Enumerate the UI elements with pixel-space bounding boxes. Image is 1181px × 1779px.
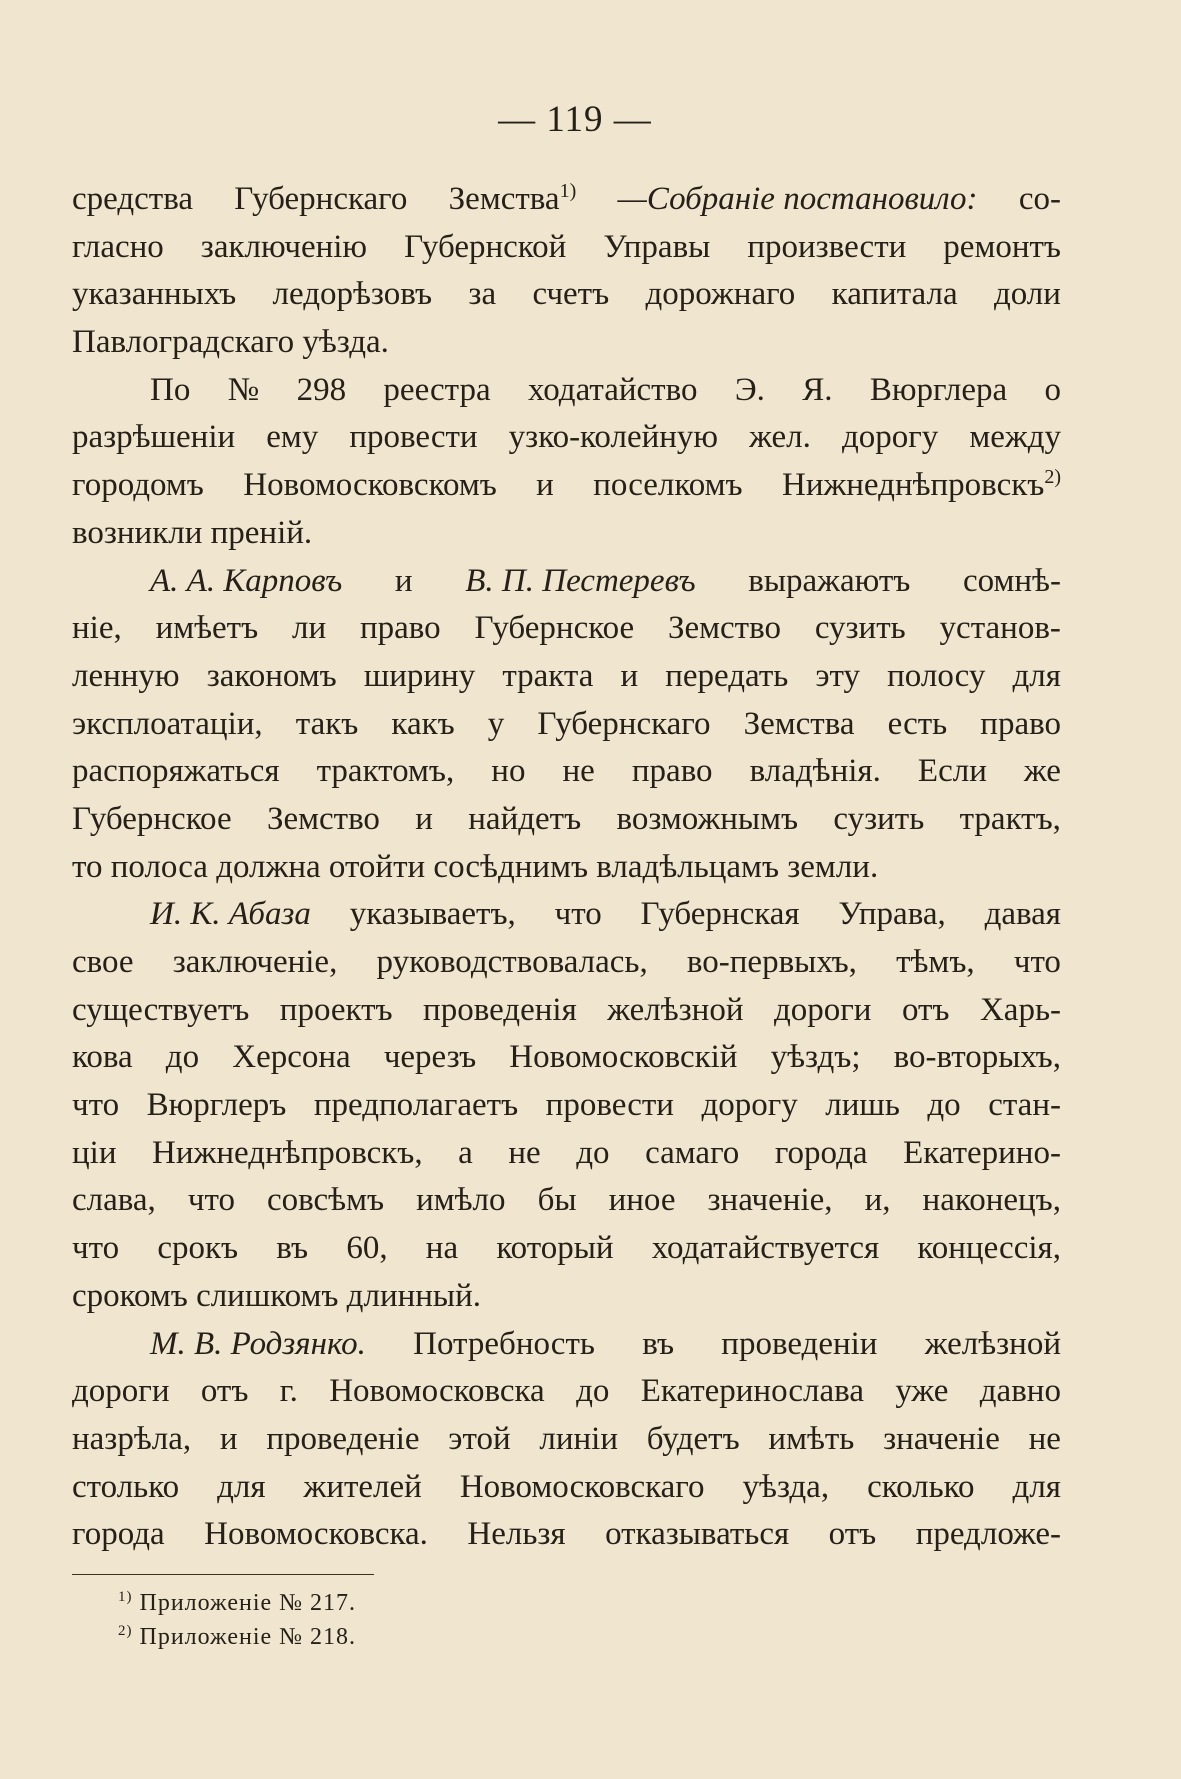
word: распоряжаться [72, 753, 280, 790]
word: что [554, 896, 602, 933]
word: произвести [747, 228, 907, 265]
word: дороги [773, 991, 872, 1028]
word: и [620, 657, 639, 694]
word: проведенія [423, 991, 577, 1028]
word: лишь [825, 1087, 900, 1124]
word: во-первыхъ, [686, 944, 857, 980]
word: ремонтъ [943, 228, 1061, 265]
word: существуетъ [72, 991, 250, 1028]
text-line [72, 1225, 1061, 1273]
word: ли [292, 610, 327, 647]
text-line [72, 1321, 1061, 1369]
word: за [468, 276, 497, 313]
word: трактъ, [959, 800, 1061, 837]
word: Земство [266, 800, 380, 837]
word: 60, [346, 1230, 388, 1267]
word: значеніе, [707, 1182, 833, 1219]
word: уже [895, 1373, 949, 1410]
word: до [576, 1373, 610, 1410]
word: до [165, 1039, 200, 1076]
word: № [227, 371, 260, 408]
word: желѣзной [924, 1325, 1061, 1362]
word: города [72, 1516, 165, 1553]
word: кова [72, 1039, 133, 1076]
word: трактомъ, [316, 753, 455, 790]
word: Земства [743, 705, 855, 742]
word: проведеніи [721, 1325, 878, 1362]
text-line [72, 462, 1061, 510]
text-line [72, 653, 1061, 701]
word: Нельзя [467, 1516, 566, 1553]
word: линіи [539, 1420, 618, 1457]
footnote-text: Приложеніе № 218. [139, 1624, 357, 1650]
word: Земства$^{1)}$ [448, 180, 577, 217]
text-line [72, 319, 1061, 367]
word: такъ [295, 705, 359, 742]
word: эксплоатаціи, [72, 705, 263, 742]
word: есть [887, 705, 948, 742]
text-line [72, 1511, 1061, 1559]
word: выражаютъ [748, 562, 911, 599]
word: возможнымъ [616, 800, 799, 837]
footnote-marker: 2) [118, 1623, 133, 1639]
word: уѣздъ; [770, 1039, 861, 1076]
word: предложе- [915, 1516, 1061, 1553]
word: самаго [645, 1134, 740, 1171]
word: срокомъ слишкомъ длинный. [72, 1277, 482, 1314]
text-line [72, 1082, 1061, 1130]
word: для [1012, 1468, 1061, 1505]
word: поселкомъ [593, 467, 743, 504]
word: Губернская [640, 896, 800, 933]
word: ходатайствуется [651, 1230, 880, 1267]
word: право [980, 705, 1061, 742]
text-line [72, 1368, 1061, 1416]
speaker-name: А. А. Карповъ [150, 562, 343, 599]
word: Губернской [404, 228, 567, 265]
footnote-ref: 1) [559, 180, 577, 202]
word: Вюрглеръ [146, 1087, 287, 1124]
word: проведеніе [266, 1420, 420, 1457]
text-line [72, 271, 1061, 319]
word: возникли преній. [72, 514, 313, 551]
word: какъ [391, 705, 455, 742]
word: Э. [734, 371, 765, 408]
word: Новомосковскій [509, 1039, 738, 1076]
word: что [187, 1182, 235, 1219]
word: Новомосковска. [204, 1516, 428, 1553]
text-line [72, 605, 1061, 653]
word: этой [448, 1420, 511, 1457]
word: желѣзной [607, 991, 744, 1028]
word: средства [72, 181, 194, 217]
word: что [72, 1087, 120, 1124]
word: Потребность [413, 1325, 595, 1362]
word: и [415, 800, 433, 837]
word: Губернскаго [234, 181, 408, 217]
word: полосу [887, 657, 986, 694]
word: Новомосковска [329, 1373, 545, 1410]
word: проектъ [279, 991, 393, 1028]
text-line [72, 844, 1061, 892]
text-line [72, 176, 1061, 224]
page-number: — 119 — [498, 99, 652, 140]
word: городомъ [72, 467, 204, 504]
word: право [631, 753, 713, 790]
word: Харь- [979, 991, 1061, 1028]
word: и [394, 562, 413, 599]
word: Я. [802, 371, 833, 408]
word: заключеніе, [172, 944, 338, 980]
word: который [496, 1230, 614, 1267]
word: владѣнія. [749, 753, 881, 790]
text-line [72, 891, 1061, 939]
word: заключенію [200, 228, 368, 265]
word: дорогу [701, 1087, 798, 1124]
text-line [72, 1464, 1061, 1512]
text-line [72, 701, 1061, 749]
word: а [458, 1134, 473, 1171]
word: со- [1018, 181, 1061, 217]
word: узко-колейную [508, 419, 719, 456]
word: не [1028, 1420, 1061, 1457]
word: Управы [603, 228, 711, 265]
text-line [72, 1273, 1061, 1321]
word: руководствовалась, [376, 944, 648, 980]
word: указываетъ, [349, 896, 516, 933]
word: у [487, 705, 505, 742]
word: доли [993, 276, 1061, 313]
word: иное [608, 1182, 676, 1219]
text-line [72, 987, 1061, 1035]
word: Губернское [72, 800, 232, 837]
footnote-marker: 1) [118, 1589, 133, 1605]
word: города [774, 1134, 868, 1171]
speaker-name: М. В. Родзянко. [150, 1325, 366, 1362]
body-text [72, 176, 1061, 1559]
word: Екатерино- [903, 1134, 1061, 1171]
word: 298 [296, 371, 347, 408]
word: не [562, 753, 595, 790]
word: значеніе [883, 1420, 1000, 1457]
word: столько [72, 1468, 180, 1505]
word: срокъ [157, 1230, 239, 1267]
footnote-text: Приложеніе № 217. [139, 1590, 357, 1616]
word: до [927, 1087, 961, 1124]
word: о [1044, 371, 1061, 408]
word: тѣмъ, [896, 944, 975, 980]
word: ему [266, 419, 319, 456]
text-line [72, 939, 1061, 987]
word: и, [864, 1182, 891, 1219]
word: найдетъ [468, 800, 582, 837]
word: для [217, 1468, 266, 1505]
word: сомнѣ- [963, 562, 1061, 599]
speaker-name: И. К. Абаза [150, 896, 311, 933]
word: провести [349, 419, 478, 456]
word: слава, [72, 1182, 156, 1219]
word: отъ [901, 991, 950, 1028]
word: имѣть [768, 1420, 855, 1457]
word: Херсона [232, 1039, 351, 1076]
word: совсѣмъ [267, 1182, 385, 1219]
word: капитала [831, 276, 958, 313]
word: и [219, 1420, 238, 1457]
word: эту [815, 657, 861, 694]
word: будетъ [646, 1420, 740, 1457]
word: стан- [988, 1087, 1061, 1124]
word: жителей [303, 1468, 422, 1505]
word: Павлоградскаго уѣзда. [72, 324, 389, 361]
text-line [72, 796, 1061, 844]
speaker-name: —Собраніе постановило: [617, 181, 978, 217]
word: ширину [363, 657, 476, 694]
word: ніе, [72, 610, 122, 647]
word: ленную [72, 657, 180, 694]
text-line [72, 1177, 1061, 1225]
word: ледорѣзовъ [272, 276, 433, 313]
word: сузить [814, 610, 906, 647]
word: отъ [200, 1373, 249, 1410]
word: г. [279, 1373, 298, 1410]
word: дорогу [841, 419, 939, 456]
word: гласно [72, 228, 164, 265]
word: уѣзда, [742, 1468, 830, 1505]
word: ціи [72, 1134, 117, 1171]
word: же [1023, 753, 1061, 790]
text-line [72, 367, 1061, 415]
word: въ [642, 1325, 675, 1362]
word: Управа, [838, 896, 946, 933]
word: провести [545, 1087, 674, 1124]
word: Если [917, 753, 987, 790]
footnote-1 [118, 1590, 356, 1617]
word: и [536, 467, 554, 504]
word: передать [665, 657, 789, 694]
word: По [150, 371, 191, 408]
word: тракта [502, 657, 594, 694]
word: право [360, 610, 441, 647]
text-line [72, 1130, 1061, 1178]
word: черезъ [383, 1039, 477, 1076]
word: бы [537, 1182, 577, 1219]
word: Екатеринослава [640, 1373, 864, 1410]
word: отъ [828, 1516, 877, 1553]
word: счетъ [532, 276, 610, 313]
word: закономъ [206, 657, 337, 694]
word: разрѣшеніи [72, 419, 236, 456]
word: что [1013, 944, 1061, 980]
word: Земство [667, 610, 781, 647]
word: Нижнеднѣпровскъ, [152, 1134, 423, 1171]
text-line [72, 1416, 1061, 1464]
word: отказываться [605, 1516, 790, 1553]
word: установ- [939, 610, 1061, 647]
word: не [508, 1134, 541, 1171]
text-line [72, 414, 1061, 462]
word: жел. [749, 419, 811, 456]
text-line [72, 748, 1061, 796]
word: на [425, 1230, 459, 1267]
word: что [72, 1230, 120, 1267]
word: реестра [383, 371, 491, 408]
text-line [72, 1034, 1061, 1082]
word: концессія, [917, 1230, 1061, 1267]
word: свое [72, 944, 134, 980]
word: для [1012, 657, 1061, 694]
word: между [969, 419, 1061, 456]
text-line [72, 558, 1061, 606]
word: имѣло [416, 1182, 506, 1219]
word: сколько [867, 1468, 975, 1505]
footnote-2 [118, 1624, 356, 1651]
word: въ [276, 1230, 309, 1267]
word: то полоса должна отойти сосѣднимъ владѣльцамъ земли. [72, 848, 879, 885]
word: давно [979, 1373, 1061, 1410]
footnote-rule [72, 1574, 374, 1575]
word: предполагаетъ [313, 1087, 519, 1124]
word: дорожнаго [645, 276, 796, 313]
word: Вюрглера [869, 371, 1008, 408]
word: Губернское [474, 610, 635, 647]
word: Губернскаго [537, 705, 711, 742]
text-line [72, 224, 1061, 272]
word: сузить [833, 800, 925, 837]
word: ходатайство [528, 371, 698, 408]
word: Нижнеднѣпровскъ$^{2)}$ [781, 466, 1061, 504]
speaker-name: В. П. Пестеревъ [465, 562, 696, 599]
word: Новомосковскаго [459, 1468, 705, 1505]
word: дороги [72, 1373, 170, 1410]
word: наконецъ, [922, 1182, 1061, 1219]
word: во-вторыхъ, [893, 1039, 1061, 1076]
footnote-ref: 2) [1044, 466, 1061, 489]
word: Новомосковскомъ [243, 467, 497, 504]
word: имѣетъ [155, 610, 259, 647]
word: давая [984, 896, 1061, 933]
word: указанныхъ [72, 276, 237, 313]
word: но [491, 753, 526, 790]
word: до [576, 1134, 610, 1171]
word: назрѣла, [72, 1420, 192, 1457]
text-line [72, 510, 1061, 558]
